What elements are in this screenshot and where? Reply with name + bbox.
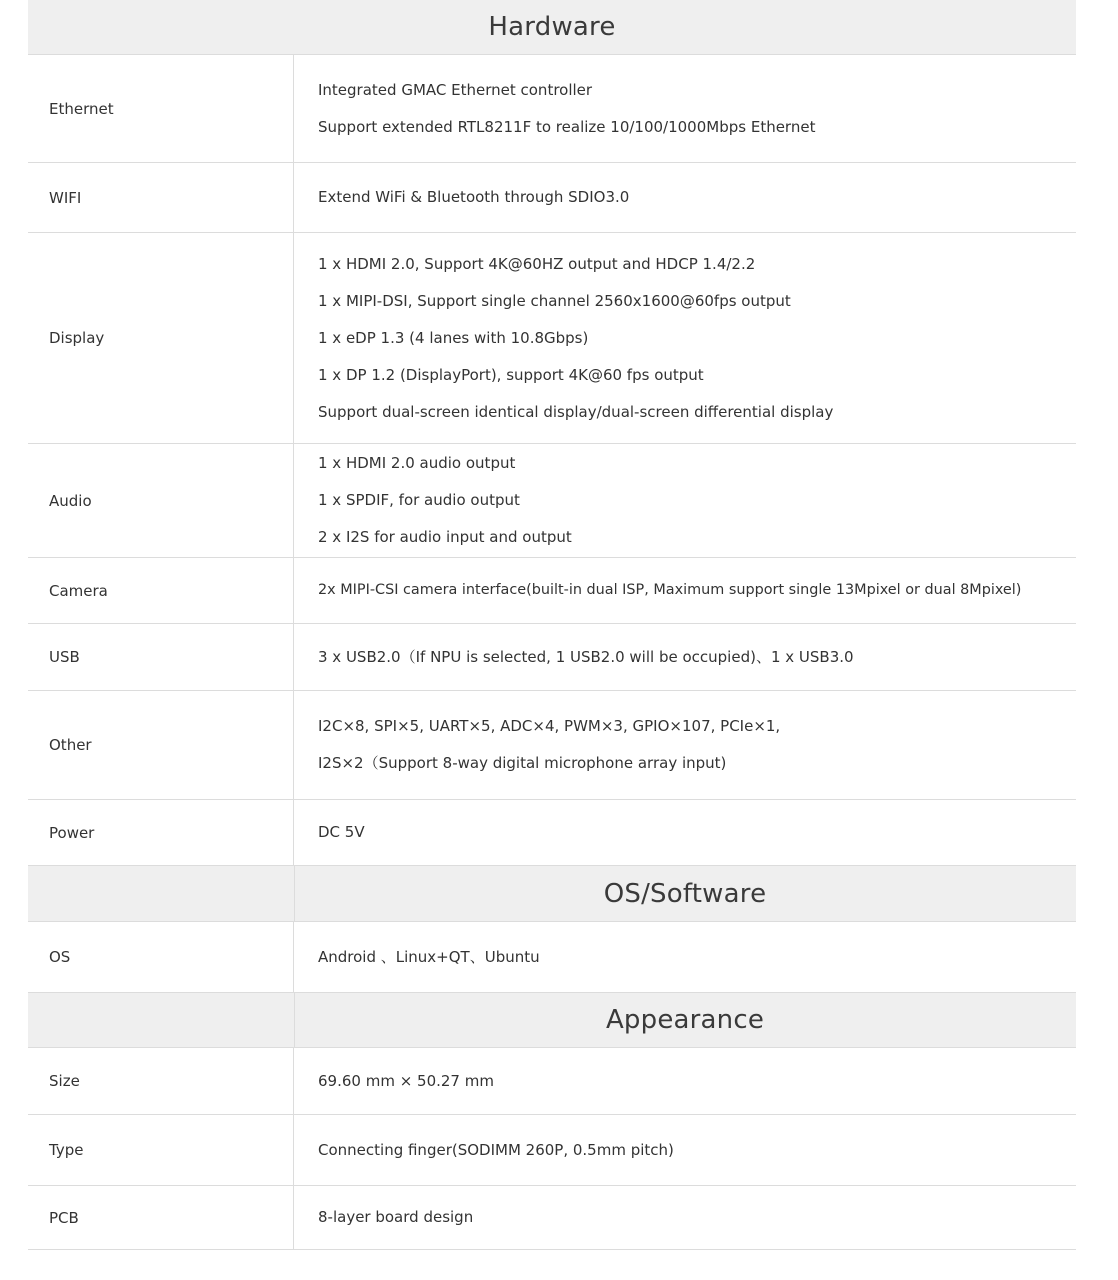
spec-value-camera <box>294 558 1076 623</box>
section-title-hardware: Hardware <box>488 12 616 42</box>
spec-label-pcb: PCB <box>28 1186 294 1249</box>
section-header-os-software <box>28 866 1076 922</box>
spec-line: 69.60 mm × 50.27 mm <box>318 1071 494 1090</box>
spec-line: 2 x I2S for audio input and output <box>318 528 572 546</box>
spec-row-ethernet <box>28 55 1076 163</box>
spec-label-os: OS <box>28 922 294 992</box>
spec-line: Connecting finger(SODIMM 260P, 0.5mm pitch) <box>318 1140 674 1159</box>
spec-line: 1 x SPDIF, for audio output <box>318 491 520 509</box>
spec-value-os <box>294 922 1076 992</box>
section-header-hardware <box>28 0 1076 55</box>
section-title-appearance: Appearance <box>605 1005 765 1035</box>
spec-row-audio <box>28 444 1076 558</box>
spec-row-power <box>28 800 1076 866</box>
spec-label-camera: Camera <box>28 558 294 623</box>
spec-value-other <box>294 691 1076 799</box>
spec-line: Android 、Linux+QT、Ubuntu <box>318 947 540 966</box>
spec-value-audio <box>294 444 1076 557</box>
spec-row-other <box>28 691 1076 800</box>
spec-label-power: Power <box>28 800 294 865</box>
spec-value-usb <box>294 624 1076 690</box>
spec-line: Integrated GMAC Ethernet controller <box>318 80 593 99</box>
spec-line: 1 x HDMI 2.0, Support 4K@60HZ output and HDCP 1.4/2.2 <box>318 254 756 273</box>
spec-line: Support dual-screen identical display/dual-screen differential display <box>318 402 834 421</box>
spec-line: Extend WiFi & Bluetooth through SDIO3.0 <box>318 188 630 206</box>
spec-line: I2C×8, SPI×5, UART×5, ADC×4, PWM×3, GPIO×107, PCIe×1, <box>318 717 781 735</box>
spec-row-usb <box>28 624 1076 691</box>
spec-value-pcb <box>294 1186 1076 1249</box>
spec-line: 1 x HDMI 2.0 audio output <box>318 454 516 472</box>
spec-label-wifi: WIFI <box>28 163 294 232</box>
spec-label-ethernet: Ethernet <box>28 55 294 162</box>
spec-label-display: Display <box>28 233 294 443</box>
spec-line: 1 x DP 1.2 (DisplayPort), support 4K@60 fps output <box>318 365 704 384</box>
spec-row-type <box>28 1115 1076 1186</box>
spec-line: 1 x MIPI-DSI, Support single channel 2560x1600@60fps output <box>318 291 791 310</box>
spec-label-usb: USB <box>28 624 294 690</box>
section-title-os-software: OS/Software <box>603 878 767 909</box>
spec-row-pcb <box>28 1186 1076 1250</box>
spec-row-display <box>28 233 1076 444</box>
spec-row-size <box>28 1048 1076 1115</box>
spec-label-other: Other <box>28 691 294 799</box>
spec-value-wifi <box>294 163 1076 232</box>
section-header-appearance <box>28 993 1076 1048</box>
spec-row-camera <box>28 558 1076 624</box>
spec-row-wifi <box>28 163 1076 233</box>
spec-line: 2x MIPI-CSI camera interface(built-in dual ISP, Maximum support single 13Mpixel or dual 8Mpixel) <box>318 582 1022 598</box>
spec-line: DC 5V <box>318 823 365 841</box>
spec-value-ethernet <box>294 55 1076 162</box>
spec-value-power <box>294 800 1076 865</box>
spec-label-size: Size <box>28 1048 294 1114</box>
spec-line: 8-layer board design <box>318 1208 474 1226</box>
spec-line: 1 x eDP 1.3 (4 lanes with 10.8Gbps) <box>318 328 589 347</box>
spec-value-type <box>294 1115 1076 1185</box>
spec-row-os <box>28 922 1076 993</box>
spec-line: 3 x USB2.0（If NPU is selected, 1 USB2.0 will be occupied)、1 x USB3.0 <box>318 647 854 666</box>
spec-label-audio: Audio <box>28 444 294 557</box>
spec-line: I2S×2（Support 8-way digital microphone array input) <box>318 754 727 772</box>
spec-line: Support extended RTL8211F to realize 10/100/1000Mbps Ethernet <box>318 117 816 136</box>
spec-label-type: Type <box>28 1115 294 1185</box>
spec-value-display <box>294 233 1076 443</box>
spec-table <box>28 0 1076 1250</box>
spec-value-size <box>294 1048 1076 1114</box>
